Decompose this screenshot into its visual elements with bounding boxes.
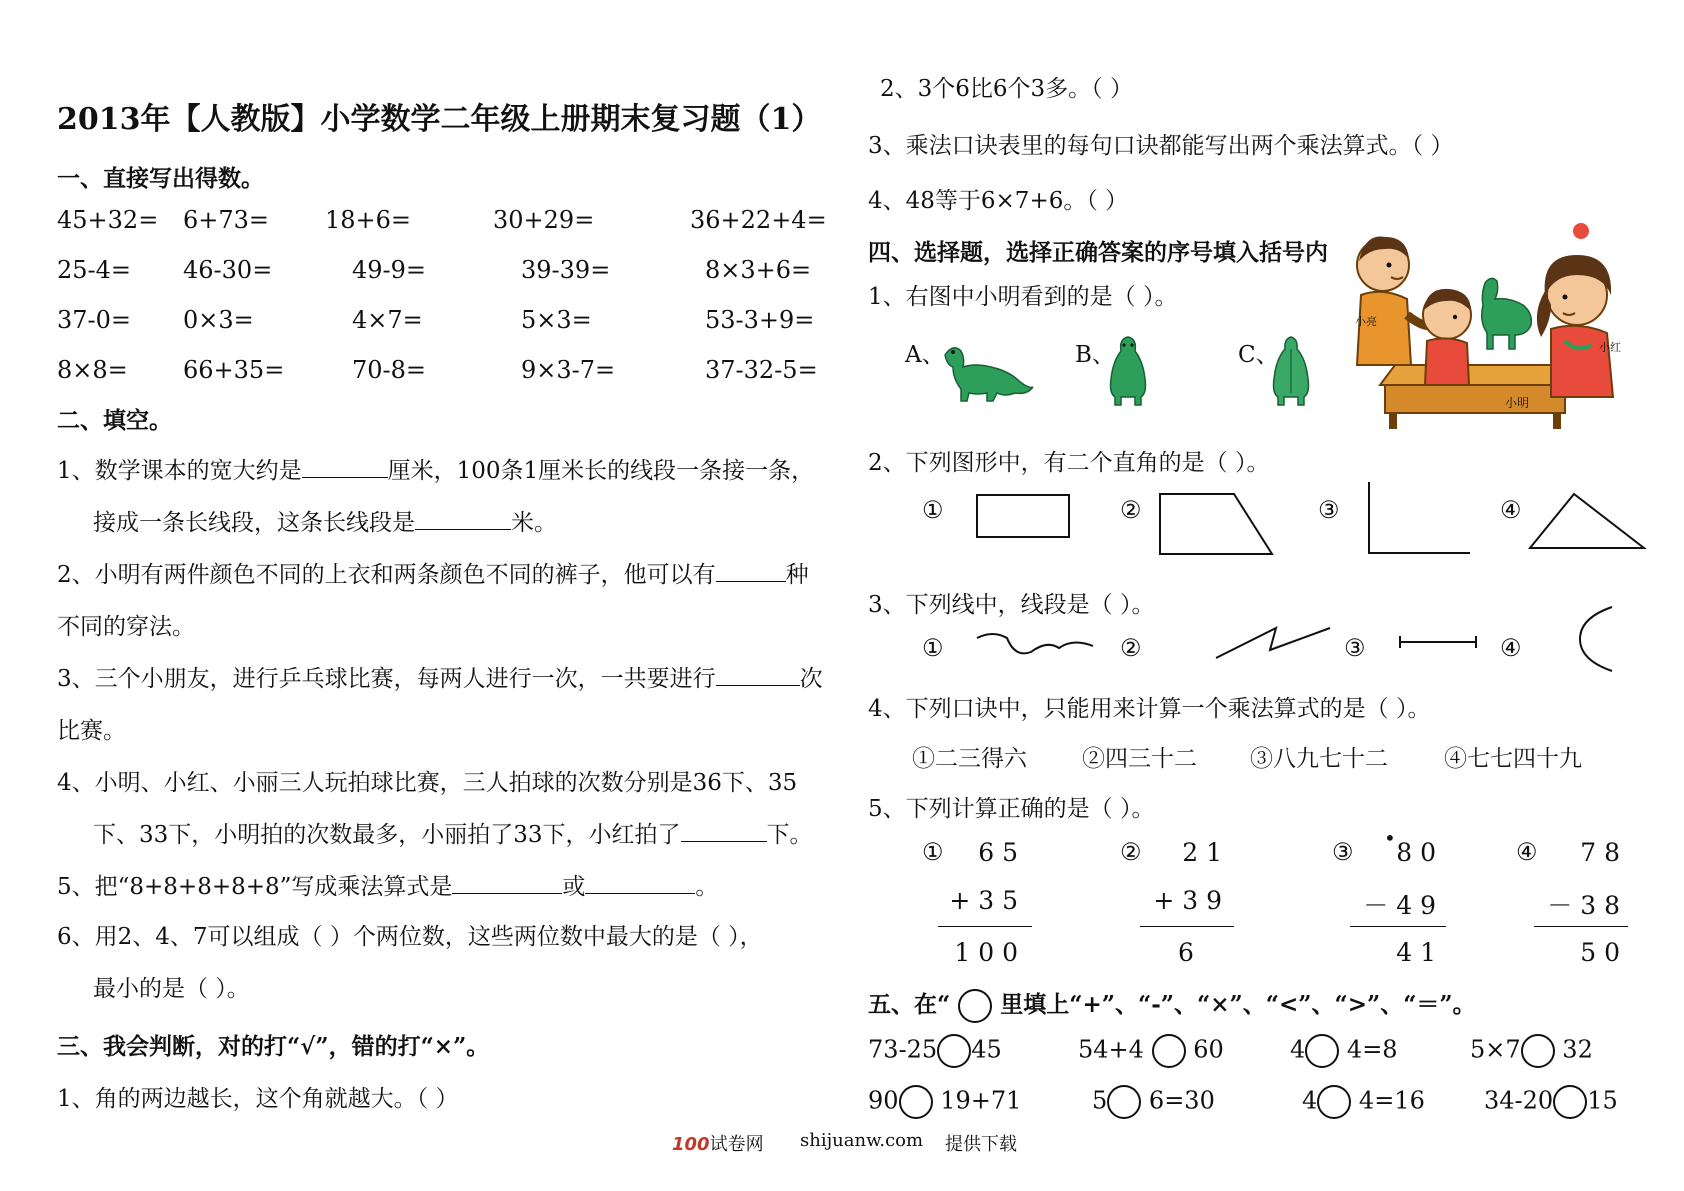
calc-item: 49-9=: [352, 256, 427, 284]
judge-question-2: 2、3个6比6个3多。（ ）: [880, 76, 1133, 102]
calc-item: 5×3=: [521, 306, 592, 334]
answer-blank[interactable]: [681, 819, 767, 842]
answer-blank[interactable]: [716, 663, 800, 686]
page-title: 2013年【人教版】小学数学二年级上册期末复习题（1）: [57, 102, 822, 137]
arc-shape: [1578, 604, 1618, 674]
site-name: 试卷网: [709, 1134, 764, 1155]
vcalc-rule: [938, 926, 1032, 927]
choice-question-2: 2、下列图形中，有二个直角的是（ ）。: [868, 450, 1270, 476]
section-2-heading: 二、填空。: [57, 407, 172, 434]
line-segment-shape: [1398, 634, 1478, 650]
calc-item: 30+29=: [493, 206, 595, 234]
choice-question-4: 4、下列口诀中，只能用来计算一个乘法算式的是（ ）。: [868, 696, 1431, 722]
vcalc-operand: + 3 9: [1153, 886, 1222, 915]
vcalc-result: 1 0 0: [954, 938, 1018, 967]
answer-circle[interactable]: [1305, 1034, 1339, 1068]
trapezoid-shape: [1158, 492, 1274, 556]
fill-question-4-cont: 下、33下，小明拍的次数最多，小丽拍了33下，小红拍了 下。: [93, 816, 813, 849]
footer-domain: shijuanw.com: [800, 1130, 924, 1151]
section-4-heading: 四、选择题，选择正确答案的序号填入括号内: [868, 239, 1328, 266]
section-1-heading: 一、直接写出得数。: [57, 165, 264, 192]
footer-brand: [672, 1130, 764, 1156]
right-angle-shape: [1366, 480, 1472, 556]
option-mark-3: ③: [1318, 496, 1340, 524]
compare-item: 90 19+71: [868, 1085, 1021, 1119]
option-mark-4: ④: [1500, 496, 1522, 524]
compare-item: 54+4 60: [1078, 1034, 1224, 1068]
option-text-4: ④七七四十九: [1444, 746, 1582, 772]
calc-item: 25-4=: [57, 256, 132, 284]
judge-question-3: 3、乘法口诀表里的每句口诀都能写出两个乘法算式。（ ）: [868, 133, 1454, 159]
option-mark-2: ②: [1120, 838, 1142, 866]
vcalc-operand: － 3 8: [1547, 891, 1620, 920]
calc-item: 18+6=: [325, 206, 412, 234]
triangle-shape: [1528, 492, 1646, 550]
option-mark-2: ②: [1120, 634, 1142, 662]
vcalc-rule: [1140, 926, 1234, 927]
answer-circle[interactable]: [1553, 1085, 1587, 1119]
answer-blank[interactable]: [415, 507, 511, 530]
fill-question-3-cont: 比赛。: [57, 718, 126, 744]
calc-item: 37-0=: [57, 306, 132, 334]
answer-circle[interactable]: [1152, 1034, 1186, 1068]
vcalc-operand: + 3 5: [949, 886, 1018, 915]
rectangle-shape: [975, 493, 1071, 539]
answer-circle[interactable]: [899, 1085, 933, 1119]
vcalc-top: 2 1: [1182, 838, 1222, 867]
fill-question-4: 4、小明、小红、小丽三人玩拍球比赛，三人拍球的次数分别是36下、35: [57, 770, 798, 796]
answer-circle[interactable]: [1521, 1034, 1555, 1068]
name-label-xiaohong: 小红: [1599, 341, 1621, 354]
choice-question-1: 1、右图中小明看到的是（ ）。: [868, 284, 1178, 310]
option-c-label: C、: [1238, 342, 1279, 368]
fill-question-2: 2、小明有两件颜色不同的上衣和两条颜色不同的裤子，他可以有 种: [57, 556, 809, 589]
children-viewing-dinosaur-illustration: [1355, 225, 1621, 430]
compare-item: 34-20 15: [1484, 1085, 1618, 1119]
fill-question-5: 5、把“8+8+8+8+8”写成乘法算式是 或 。: [57, 868, 718, 901]
vcalc-result: 6: [1178, 938, 1194, 967]
calc-item: 39-39=: [521, 256, 611, 284]
option-a-label: A、: [905, 342, 945, 368]
answer-blank[interactable]: [716, 559, 786, 582]
fill-question-1: 1、数学课本的宽大约是 厘米，100条1厘米长的线段一条接一条，: [57, 452, 814, 485]
site-logo: 100: [672, 1134, 710, 1155]
curved-line-shape: [975, 628, 1095, 664]
calc-item: 6+73=: [183, 206, 270, 234]
judge-question-1: 1、角的两边越长，这个角就越大。（ ）: [57, 1086, 459, 1112]
name-label-xiaoliang: 小亮: [1355, 315, 1377, 328]
vcalc-operand: － 4 9: [1363, 891, 1436, 920]
calc-item: 45+32=: [57, 206, 159, 234]
option-mark-3: ③: [1344, 634, 1366, 662]
option-text-1: ①二三得六: [912, 746, 1027, 772]
section-5-heading: 五、在“ 里填上“+”、“-”、“×”、“<”、“>”、“＝”。: [868, 986, 1476, 1023]
footer-download-note: 提供下载: [945, 1134, 1017, 1155]
choice-question-3: 3、下列线中，线段是（ ）。: [868, 592, 1155, 618]
compare-item: 5 6=30: [1092, 1085, 1215, 1119]
option-mark-1: ①: [922, 838, 944, 866]
zigzag-line-shape: [1214, 622, 1332, 664]
option-text-3: ③八九七十二: [1250, 746, 1388, 772]
vcalc-top: 7 8: [1580, 838, 1620, 867]
name-label-xiaoming: 小明: [1505, 396, 1530, 410]
calc-item: 8×3+6=: [705, 256, 812, 284]
calc-item: 9×3-7=: [521, 356, 616, 384]
calc-item: 8×8=: [57, 356, 128, 384]
choice-question-5: 5、下列计算正确的是（ ）。: [868, 796, 1155, 822]
option-mark-2: ②: [1120, 496, 1142, 524]
fill-question-3: 3、三个小朋友，进行乒乓球比赛，每两人进行一次，一共要进行 次: [57, 660, 823, 693]
vcalc-rule: [1350, 926, 1446, 927]
dinosaur-front-view-icon: [1105, 335, 1151, 407]
dinosaur-side-view-icon: [935, 335, 1035, 403]
vcalc-top: 6 5: [978, 838, 1018, 867]
vcalc-result: 5 0: [1580, 938, 1620, 967]
fill-question-6-cont: 最小的是（ ）。: [93, 976, 250, 1002]
answer-circle[interactable]: [937, 1034, 971, 1068]
answer-blank[interactable]: [585, 871, 695, 894]
option-mark-4: ④: [1516, 838, 1538, 866]
answer-blank[interactable]: [452, 871, 562, 894]
option-mark-4: ④: [1500, 634, 1522, 662]
option-mark-1: ①: [922, 634, 944, 662]
calc-item: 66+35=: [183, 356, 285, 384]
calc-item: 46-30=: [183, 256, 273, 284]
option-mark-3: ③: [1332, 838, 1354, 866]
answer-circle[interactable]: [1317, 1085, 1351, 1119]
calc-item: 36+22+4=: [690, 206, 827, 234]
borrow-dot: •: [1384, 826, 1396, 850]
judge-question-4: 4、48等于6×7+6。（ ）: [868, 188, 1129, 214]
calc-item: 0×3=: [183, 306, 254, 334]
dinosaur-back-view-icon: [1268, 335, 1314, 407]
option-text-2: ②四三十二: [1082, 746, 1197, 772]
vcalc-result: 4 1: [1396, 938, 1436, 967]
section-3-heading: 三、我会判断，对的打“√”，错的打“×”。: [57, 1033, 490, 1060]
circle-symbol-icon: [958, 989, 992, 1023]
compare-item: 73-25 45: [868, 1034, 1002, 1068]
vcalc-rule: [1534, 926, 1628, 927]
calc-item: 37-32-5=: [705, 356, 818, 384]
fill-question-6: 6、用2、4、7可以组成（ ）个两位数，这些两位数中最大的是（ ），: [57, 924, 763, 950]
option-b-label: B、: [1075, 342, 1115, 368]
fill-question-1-cont: 接成一条长线段，这条长线段是 米。: [93, 504, 557, 537]
vcalc-top: 8 0: [1396, 838, 1436, 867]
calc-item: 53-3+9=: [705, 306, 815, 334]
answer-blank[interactable]: [302, 455, 388, 478]
calc-item: 70-8=: [352, 356, 427, 384]
calc-item: 4×7=: [352, 306, 423, 334]
answer-circle[interactable]: [1107, 1085, 1141, 1119]
compare-item: 4 4=16: [1302, 1085, 1425, 1119]
option-mark-1: ①: [922, 496, 944, 524]
compare-item: 4 4=8: [1290, 1034, 1398, 1068]
compare-item: 5×7 32: [1470, 1034, 1593, 1068]
fill-question-2-cont: 不同的穿法。: [57, 614, 195, 640]
